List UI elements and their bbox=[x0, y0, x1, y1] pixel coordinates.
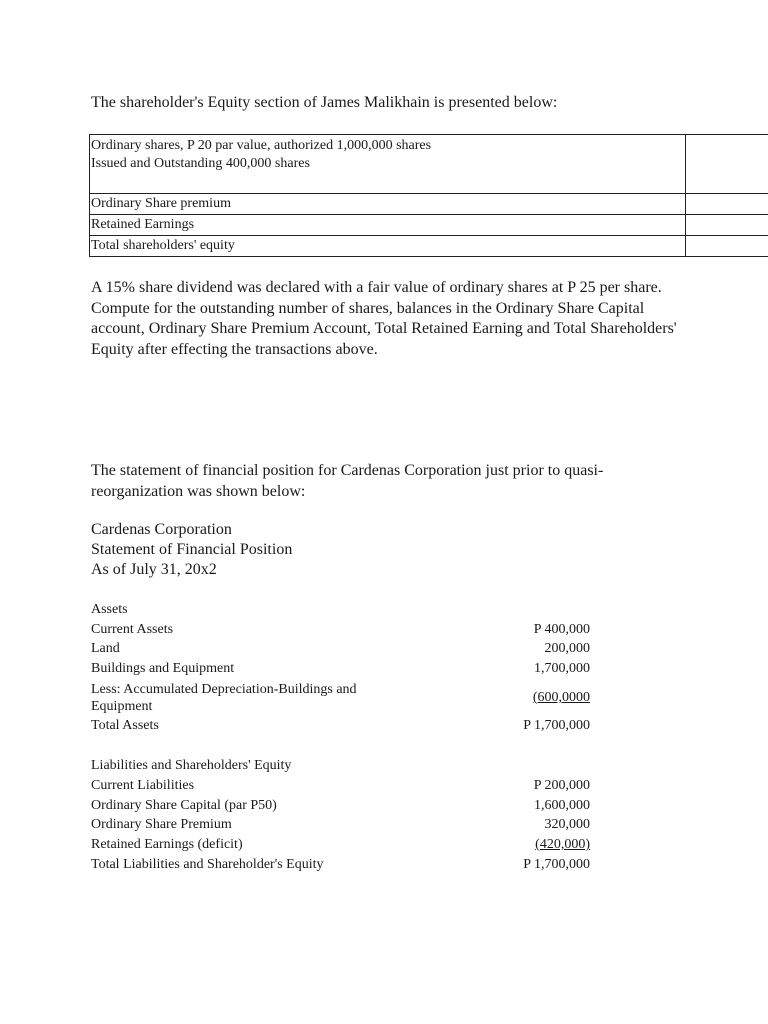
equity-table bbox=[89, 134, 768, 257]
table-row bbox=[90, 215, 768, 236]
table-cell-label: Retained Earnings bbox=[90, 215, 686, 236]
table-cell-value bbox=[686, 135, 768, 194]
asset-label: Current Assets bbox=[91, 622, 174, 637]
liability-amount: (420,000) bbox=[535, 837, 590, 852]
liability-amount: P 200,000 bbox=[533, 778, 590, 793]
table-row bbox=[90, 135, 768, 194]
problem1-intro: The shareholder's Equity section of James Malikhain is presented below: bbox=[91, 94, 558, 111]
table-cell-value bbox=[686, 194, 768, 215]
issued-outstanding-line: Issued and Outstanding 400,000 shares bbox=[91, 156, 310, 171]
liability-label: Current Liabilities bbox=[91, 778, 195, 793]
statement-date: As of July 31, 20x2 bbox=[91, 561, 217, 578]
asset-amount: 200,000 bbox=[544, 641, 590, 656]
asset-amount: (600,0000 bbox=[532, 690, 590, 705]
liability-label: Ordinary Share Premium bbox=[91, 817, 232, 832]
table-cell-value bbox=[686, 236, 768, 257]
liability-total-amount: P 1,700,000 bbox=[523, 857, 590, 872]
statement-title: Statement of Financial Position bbox=[91, 541, 293, 558]
assets-heading: Assets bbox=[91, 602, 128, 617]
table-cell-label: Ordinary Share premium bbox=[90, 194, 686, 215]
ordinary-shares-line: Ordinary shares, P 20 par value, authorized 1,000,000 shares bbox=[91, 138, 432, 153]
asset-amount: P 400,000 bbox=[533, 622, 590, 637]
liability-label: Ordinary Share Capital (par P50) bbox=[91, 798, 277, 813]
liabilities-heading: Liabilities and Shareholders' Equity bbox=[91, 758, 292, 773]
liability-total-label: Total Liabilities and Shareholder's Equity bbox=[91, 857, 324, 872]
asset-label: Land bbox=[91, 641, 120, 656]
table-row bbox=[90, 194, 768, 215]
problem2-intro: The statement of financial position for Cardenas Corporation just prior to quasi-reorganization was shown below: bbox=[91, 462, 604, 500]
table-row bbox=[90, 236, 768, 257]
table-cell-label: Total shareholders' equity bbox=[90, 236, 686, 257]
asset-total-label: Total Assets bbox=[91, 718, 159, 733]
problem1-question: A 15% share dividend was declared with a fair value of ordinary shares at P 25 per share. Compute for the outstanding number of shares, balances in the Ordinary Share Capital account, Ordinary Share Premium Account, Total Retained Earning and Total Shareholders' Equity after effecting the transactions above. bbox=[91, 279, 677, 358]
liability-amount: 320,000 bbox=[544, 817, 590, 832]
liability-amount: 1,600,000 bbox=[534, 798, 590, 813]
asset-amount: 1,700,000 bbox=[534, 661, 590, 676]
asset-total-amount: P 1,700,000 bbox=[523, 718, 590, 733]
company-name: Cardenas Corporation bbox=[91, 521, 232, 538]
asset-label: Less: Accumulated Depreciation-Buildings and Equipment bbox=[91, 682, 357, 714]
table-cell-label bbox=[90, 135, 686, 194]
asset-label: Buildings and Equipment bbox=[91, 661, 235, 676]
liability-label: Retained Earnings (deficit) bbox=[91, 837, 243, 852]
table-cell-value bbox=[686, 215, 768, 236]
